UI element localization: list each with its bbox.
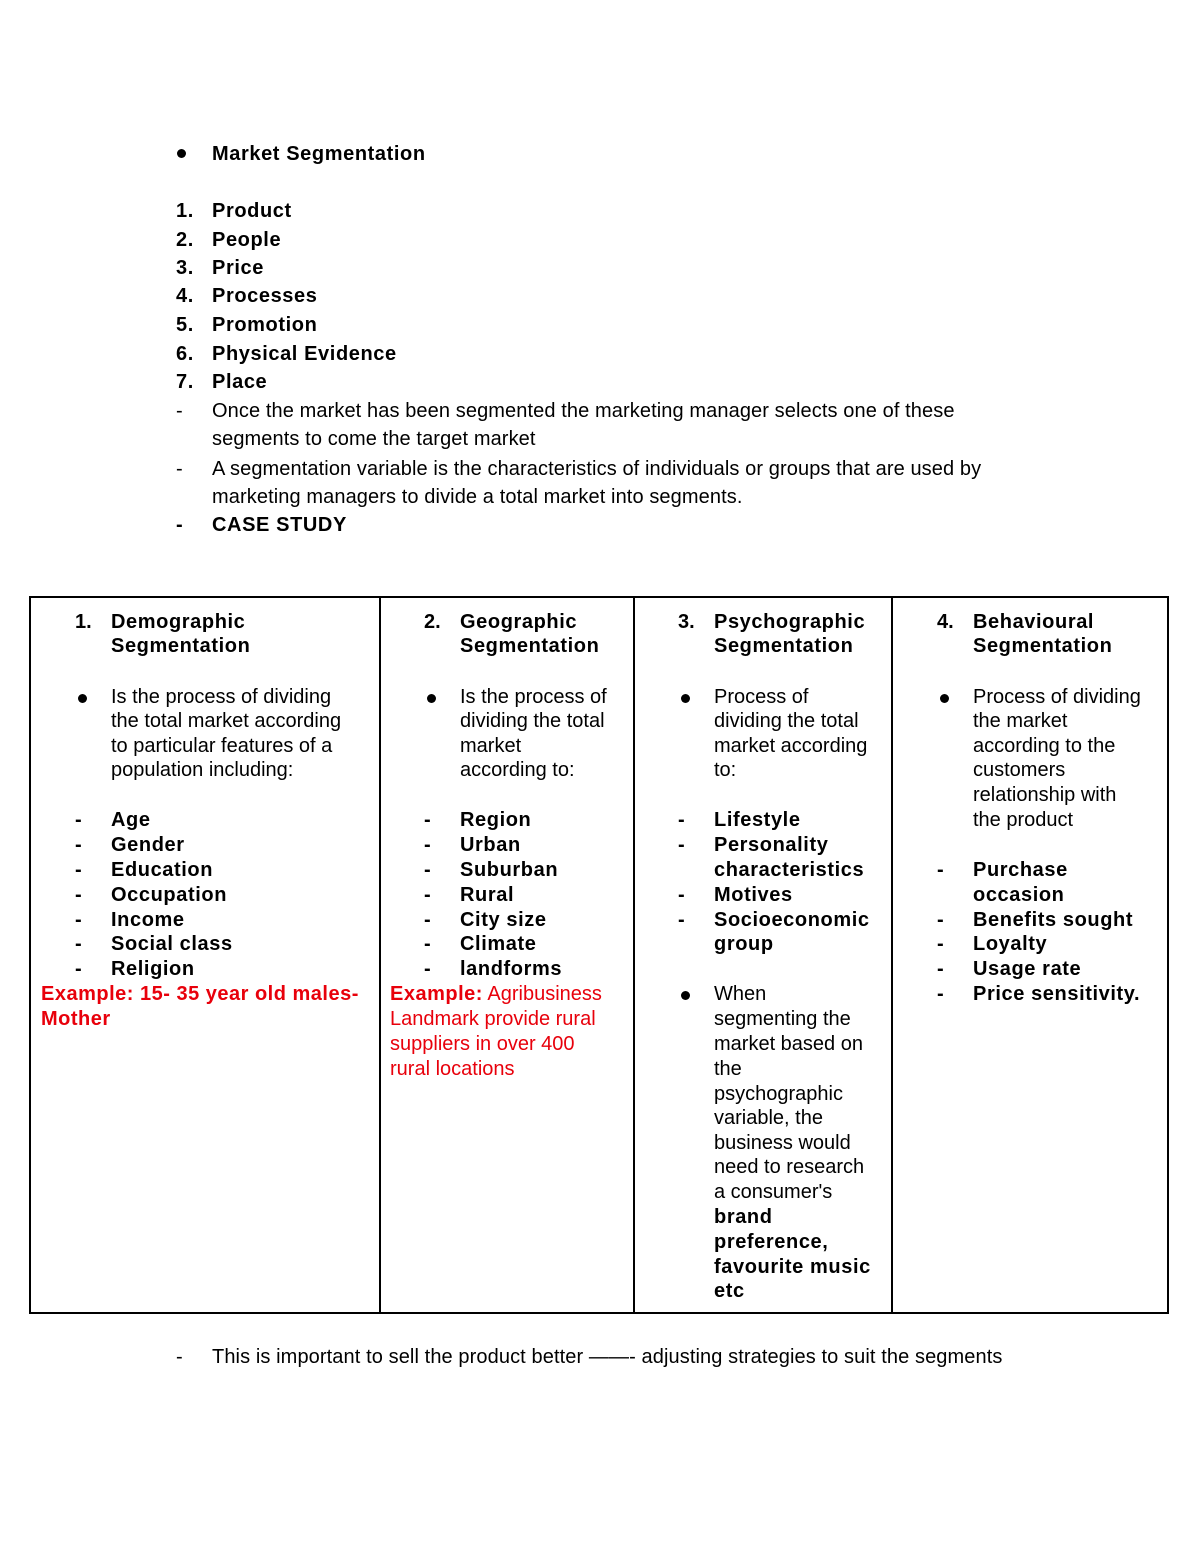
bullet-icon xyxy=(78,685,87,710)
example-text: Example: 15- 35 year old males- xyxy=(41,983,359,1005)
bullet-icon xyxy=(176,140,206,168)
example-text: Example: Agribusiness xyxy=(390,983,602,1005)
bullet-icon xyxy=(427,685,436,710)
bullet-icon xyxy=(681,982,690,1007)
section-heading: Market Segmentation xyxy=(212,143,426,165)
bullet-icon xyxy=(681,685,690,710)
segmentation-table xyxy=(29,596,1169,1314)
table-cell-demographic: 1. Demographic Segmentation Is the process of dividing the total market according to particular features of a population including: - Age - Gender - Education - Occupation - Income - Social class - Religion Example: 15- 35 year old males- Mother xyxy=(31,598,381,1312)
bullet-icon xyxy=(940,685,949,710)
document-page: Market Segmentation 1. Product 2. People 3. Price 4. Processes 5. Promotion 6. Physical Evidence 7. Place - Once the market has been segmented the marketing manager selects one of these segments to come the target market - A segmentation variable is the characteristics of individuals or groups that are used by marketing managers to divide a total market into segments. - CASE STUDY 1. Demographic Segmentation Is the process of dividing the total market according to particular features of a population including: - Age - Gender - Education - Occupation - Income - Social class - Religion Example: 15- 35 year old males- Mother 2. Geographic Segmentation Is the process of dividing the total market according to: - Region - Urban - Suburban - Rural - City size - Climate - landforms Example: Agribusiness Landmark provide rural suppliers in over 400 rural locations 3. Psychographic Segmentation Process of dividing the total market according to: - Lifestyle - Personality characteristics - Motives - Socioeconomic group When segmenting the market based on the psychographic variable, the business would need to research a consumer's brand preference, favourite music etc 4. Behavioural Segmentation Process of dividing the market according to the customers relationship with the product - Purchase occasion - Benefits sought - Loyalty - Usage rate - Price sensitivity. - This is important to sell the product better ——- adjusting strategies to suit the segments xyxy=(0,0,1200,1553)
table-cell-psychographic: 3. Psychographic Segmentation Process of dividing the total market according to: - Lifestyle - Personality characteristics - Motives - Socioeconomic group When segmenting the market based on the psychographic variable, the business would need to research a consumer's brand preference, favourite music etc xyxy=(635,598,893,1312)
example-text: Mother xyxy=(41,1008,111,1030)
table-cell-geographic: 2. Geographic Segmentation Is the process of dividing the total market according to: - Region - Urban - Suburban - Rural - City size - Climate - landforms Example: Agribusiness Landmark provide rural suppliers in over 400 rural locations xyxy=(381,598,635,1312)
footer-text: This is important to sell the product better ——- adjusting strategies to suit the segments xyxy=(212,1346,1003,1368)
table-cell-behavioural: 4. Behavioural Segmentation Process of dividing the market according to the customers relationship with the product - Purchase occasion - Benefits sought - Loyalty - Usage rate - Price sensitivity. xyxy=(937,611,1141,1005)
